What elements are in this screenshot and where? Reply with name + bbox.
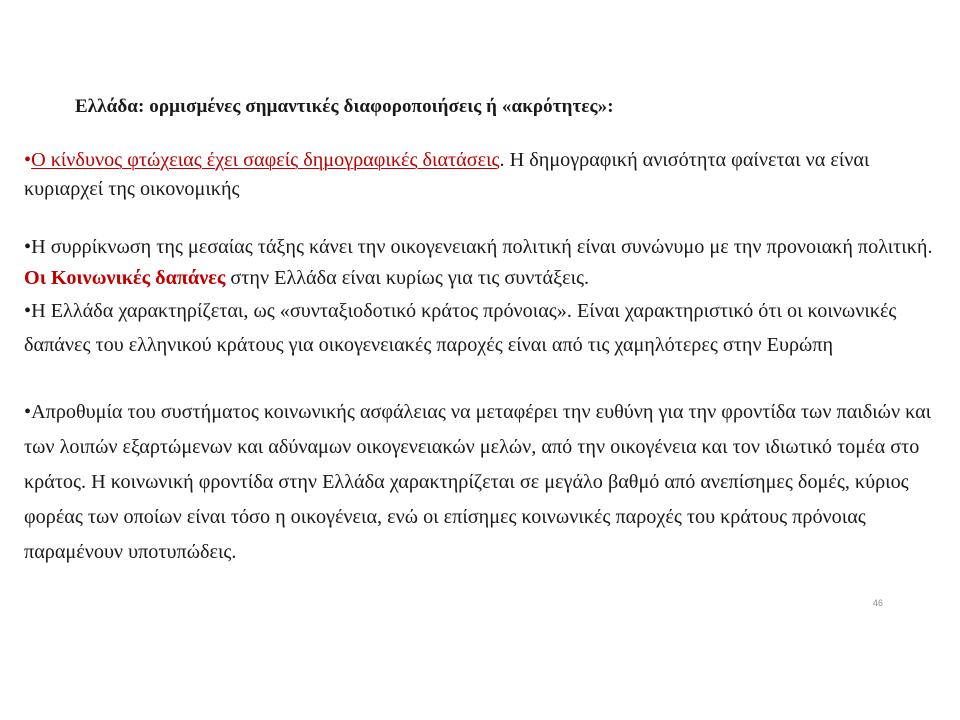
bullet-pension-welfare-state <box>24 294 948 362</box>
bullet-poverty-risk <box>24 146 948 204</box>
bullet-middle-class <box>24 232 948 294</box>
page-number: 46 <box>873 598 884 608</box>
bullet-social-security <box>24 395 948 570</box>
bullet-text: •Η συρρίκνωση της μεσαίας τάξης κάνει την οικογενειακή πολιτική είναι συνώνυμο με την προνοιακή πολιτική. <box>24 236 933 258</box>
bullet-marker: • <box>24 149 32 171</box>
bullet-text: •Απροθυμία του συστήματος κοινωνικής ασφάλειας να μεταφέρει την ευθύνη για την φροντίδα των παιδιών και των λοιπών εξαρτώμενων και αδύναμων οικογενειακών μελών, από την οικογένεια και τον ιδιωτικό τομέα στο κράτος. Η κοινωνική φροντίδα στην Ελλάδα χαρακτηρίζεται σε μεγάλο βαθμό από ανεπίσημες δομές, κύριος φορέας των οποίων είναι τόσο η οικογένεια, ενώ οι επίσημες κοινωνικές παροχές του κράτους πρόνοιας παραμένουν υποτυπώδεις. <box>24 401 932 563</box>
bullet-text: στην Ελλάδα είναι κυρίως για τις συντάξεις. <box>225 267 590 289</box>
poverty-highlight: Ο κίνδυνος φτώχειας έχει σαφείς δημογραφικές διατάσεις <box>31 149 500 171</box>
slide-title: Ελλάδα: ορμισμένες σημαντικές διαφοροποιήσεις ή «ακρότητες»: <box>75 96 614 117</box>
bullet-text: •Η Ελλάδα χαρακτηρίζεται, ως «συνταξιοδοτικό κράτος πρόνοιας». Είναι χαρακτηριστικό ότι οι κοινωνικές δαπάνες του ελληνικού κράτους για οικογενειακές παροχές είναι από τις χαμηλότερες στην Ευρώπη <box>24 300 897 356</box>
social-spending-highlight: Οι Κοινωνικές δαπάνες <box>24 267 226 289</box>
bullet-text: . Η δημογραφική ανισότητα φαίνεται να είναι κυριαρχεί της οικονομικής <box>24 149 870 200</box>
